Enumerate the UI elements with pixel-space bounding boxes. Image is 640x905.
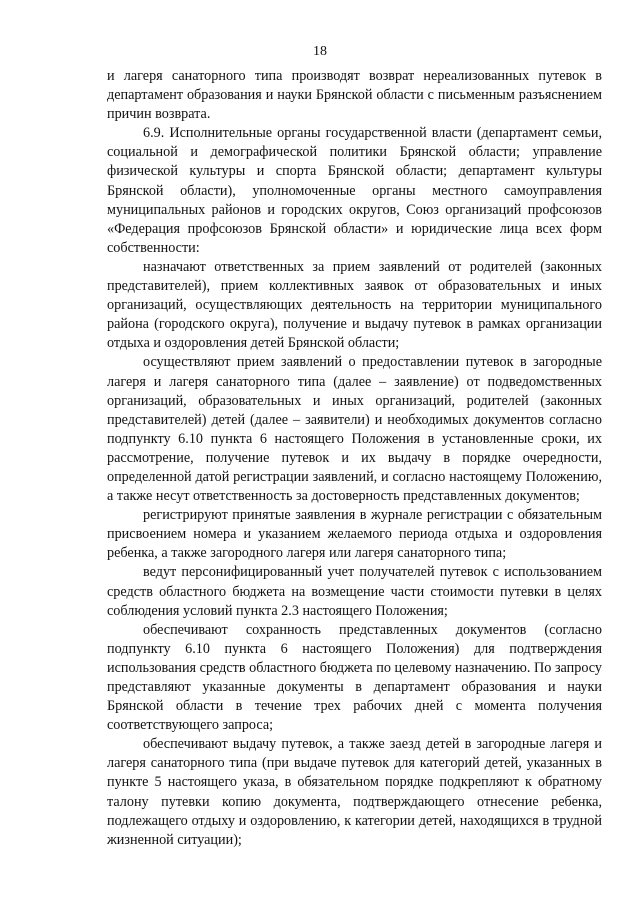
body-text	[107, 67, 602, 850]
paragraph-voucher-issuance: обеспечивают выдачу путевок, а также заезд детей в загородные лагеря и лагеря санаторного типа (при выдаче путевок для категорий детей, указанных в пункте 5 настоящего указа, в обязательном порядке подкрепляют к обратному талону путевки копию документа, подтверждающего отнесение ребенка, подлежащего отдыху и оздоровлению, к категории детей, находящихся в трудной жизненной ситуации);	[107, 736, 602, 848]
paragraph-register-applications: регистрируют принятые заявления в журнале регистрации с обязательным присвоением номера и указанием желаемого периода отдыха и оздоровления ребенка, а также загородного лагеря или лагеря санаторного типа;	[107, 507, 602, 562]
paragraph-personified-accounting: ведут персонифицированный учет получателей путевок с использованием средств областного бюджета на возмещение части стоимости путевки в целях соблюдения условий пункта 2.3 настоящего Положения;	[107, 564, 602, 619]
paragraph-appoint-responsible: назначают ответственных за прием заявлений от родителей (законных представителей), прием коллективных заявок от образовательных и иных организаций, осуществляющих деятельность на территории муниципального района (городского округа), получение и выдачу путевок в рамках организации отдыха и оздоровления детей Брянской области;	[107, 258, 602, 352]
paragraph-6-9: 6.9. Исполнительные органы государственной власти (департамент семьи, социальной и демографической политики Брянской области; управление физической культуры и спорта Брянской области; департамент культуры Брянской области), уполномоченные органы местного самоуправления муниципальных районов и городских округов, Союз организаций профсоюзов «Федерация профсоюзов Брянской области» и юридические лица всех форм собственности:	[107, 125, 602, 256]
page-number: 18	[313, 44, 327, 59]
paragraph-accept-applications: осуществляют прием заявлений о предоставлении путевок в загородные лагеря и лагеря санаторного типа (далее – заявление) от подведомственных организаций, образовательных и иных организаций, родителей (законных представителей) детей (далее – заявители) и необходимых документов согласно подпункту 6.10 пункта 6 настоящего Положения в установленные сроки, их рассмотрение, получение путевок и их выдачу в порядке очередности, определенной датой регистрации заявлений, и согласно настоящему Положению, а также несут ответственность за достоверность представленных документов;	[107, 354, 602, 505]
paragraph-document-safekeeping: обеспечивают сохранность представленных документов (согласно подпункту 6.10 пункта 6 настоящего Положения) для подтверждения использования средств областного бюджета по целевому назначению. По запросу представляют указанные документы в департамент образования и науки Брянской области в течение трех рабочих дней с момента получения соответствующего запроса;	[107, 621, 602, 734]
paragraph-continuation: и лагеря санаторного типа производят возврат нереализованных путевок в департамент образования и науки Брянской области с письменным разъяснением причин возврата.	[107, 68, 602, 123]
